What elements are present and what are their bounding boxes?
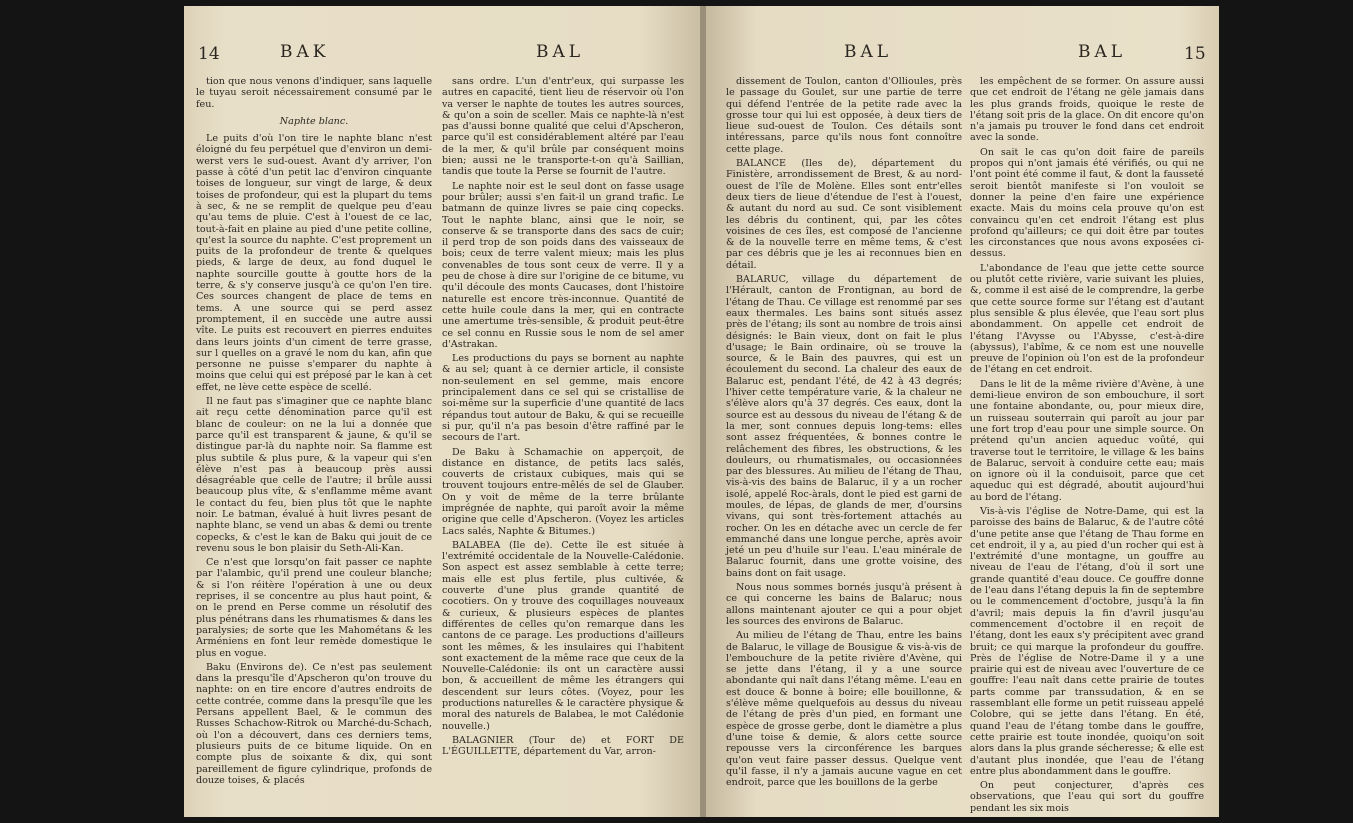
running-head: BAL xyxy=(1078,42,1127,62)
paragraph: BALABEA (Ile de). Cette île est située à l'extrémité occidentale de la Nouvelle-Calédonie. Son aspect est assez semblable à cette terre; mais elle est plus fertile, plus cultivée, & couverte d'une plus grande quantité de cocotiers. On y trouve des coquillages nouveaux & curieux, & plusieurs espèces de plantes différentes de celles qu'on remarque dans les cantons de ce parage. Les productions d'ailleurs sont les mêmes, & les insulaires qui l'habitent sont exactement de la même race que ceux de la Nouvelle-Calédonie: ils ont un caractère aussi bon, & accueillent de même les étrangers qui descendent sur leurs côtes. (Voyez, pour les productions naturelles & le caractère physique & moral des naturels de Balabea, le mot Calédonie nouvelle.) xyxy=(442,539,684,732)
text-column xyxy=(196,76,432,806)
paragraph: dissement de Toulon, canton d'Ollioules, près le passage du Goulet, sur une partie de terre qui défend l'entrée de la petite rade avec la grosse tour qui lui est opposée, à deux tiers de lieue sud-ouest de Toulon. Ces détails sont intéressans, parce qu'ils nous font connoître cette plage. xyxy=(726,76,962,155)
page-number: 15 xyxy=(1184,44,1206,64)
paragraph: Il ne faut pas s'imaginer que ce naphte blanc ait reçu cette dénomination parce qu'il est blanc de couleur: on ne la lui a donnée que parce qu'il est transparent & jaune, & qu'il se distingue par-là du naphte noir. Sa flamme est plus subtile & plus pure, & la vapeur qui s'en élève n'est pas à beaucoup près aussi désagréable que celle de l'autre; il brûle aussi beaucoup plus vîte, & s'enflamme même avant le contact du feu, bien plus tôt que le naphte noir. Le batman, évalué à huit livres pesant de naphte blanc, se vend un abas & demi ou trente copecks, & c'est le kan de Baku qui jouit de ce revenu sous le bon plaisir du Seth-Ali-Kan. xyxy=(196,396,432,554)
text-column xyxy=(970,76,1204,814)
right-page xyxy=(706,6,1219,817)
paragraph: sans ordre. L'un d'entr'eux, qui surpasse les autres en capacité, tient lieu de réservoir où l'on va verser le naphte de toutes les autres sources, & qu'on a soin de sceller. Mais ce naphte-là n'est pas d'aussi bonne qualité que celui d'Apscheron, parce qu'il est considérablement altéré par l'eau de la mer, & qu'il brûle par conséquent moins bien; aussi ne le transporte-t-on qu'à Saillian, tandis que toute la Perse se fournit de l'autre. xyxy=(442,76,684,178)
paragraph: BALAGNIER (Tour de) et FORT DE L'ÉGUILLETTE, département du Var, arron- xyxy=(442,734,684,758)
page-number: 14 xyxy=(198,44,220,64)
paragraph: Les productions du pays se bornent au naphte & au sel; quant à ce dernier article, il consiste non-seulement en sel gemme, mais encore principalement dans ce sel qui se cristallise de soi-même sur la superficie d'une quantité de lacs répandus tout autour de Baku, & qui se recueille si pur, qu'il n'a pas besoin d'être raffiné par le secours de l'art. xyxy=(442,353,684,444)
paragraph: Au milieu de l'étang de Thau, entre les bains de Balaruc, le village de Bousigue & vis-à-vis de l'embouchure de la petite rivière d'Avène, qui se jette dans l'étang, il y a une source abondante qui naît dans l'étang même. L'eau en est douce & bonne à boire; elle bouillonne, & s'élève même quelquefois au dessus du niveau de l'étang de près d'un pied, en formant une espèce de grosse gerbe, dont le diamètre a plus d'une toise & demie, & alors cette source repousse vers la circonférence les barques qu'on veut faire passer dessus. Quelque vent qu'il fasse, il n'y a jamais aucune vague en cet endroit, parce que les bouillons de la gerbe xyxy=(726,630,962,789)
paragraph: BALARUC, village du département de l'Hérault, canton de Frontignan, au bord de l'étang de Thau. Ce village est renommé par ses eaux thermales. Les bains sont situés assez près de l'étang; ils sont au nombre de trois ainsi désignés: le Bain vieux, dont on fait le plus d'usage; le Bain ordinaire, où se trouve la source, & le Bain des pauvres, qui est un écoulement du second. La chaleur des eaux de Balaruc est, pendant l'été, de 42 à 43 degrés; l'hiver cette température varie, & la chaleur ne s'élève alors qu'à 37 degrés. Ces eaux, dont la source est au dessous du niveau de l'étang & de la mer, sont connues depuis long-tems: elles sont assez fréquentées, & bonnes contre le relâchement des fibres, les obstructions, & les douleurs, ou rhumatismales, ou occasionnées par des blessures. Au milieu de l'étang de Thau, vis-à-vis des bains de Balaruc, il y a un rocher isolé, appelé Roc-àrals, dont le pied est garni de moules, de lépas, de glands de mer, d'oursins vivans, qui sont très-fortement attachés au rocher. On les en détache avec un cercle de fer emmanché dans une longue perche, après avoir jeté un peu d'huile sur l'eau. L'eau minérale de Balaruc fournit, dans une grotte voisine, des bains dont on fait usage. xyxy=(726,274,962,579)
paragraph: BALANCE (Iles de), département du Finistère, arrondissement de Brest, & au nord-ouest de l'île de Molène. Elles sont entr'elles deux tiers de lieue d'étendue de l'est à l'ouest, & autant du nord au sud. Ce sont visiblement les débris du continent, qui, par les côtes voisines de ces îles, est composé de l'ancienne & de la nouvelle terre en même tems, & c'est par ces débris que je les ai reconnues bien en détail. xyxy=(726,158,962,271)
paragraph: Baku (Environs de). Ce n'est pas seulement dans la presqu'île d'Apscheron qu'on trouve du naphte: on en tire encore d'autres endroits de cette contrée, comme dans la presqu'île que les Persans appellent Bael, & le commun des Russes Schachow-Ritrok ou Marché-du-Schach, où l'on a découvert, dans ces derniers tems, plusieurs puits de ce bitume liquide. On en compte plus de soixante & dix, qui sont pareillement de figure cylindrique, profonds de douze toises, & placés xyxy=(196,661,432,786)
running-head: BAL xyxy=(844,42,893,62)
paragraph: On sait le cas qu'on doit faire de pareils propos qui n'ont jamais été vérifiés, ou qui ne l'ont point été comme il faut, & dont la fausseté seroit bientôt manifeste si l'on vouloit se donner la peine d'en faire une expérience exacte. Mais du moins cela prouve qu'on est convaincu qu'en cet endroit l'étang est plus profond qu'ailleurs; ce qui doit être par toutes les circonstances que nous avons exposées ci-dessus. xyxy=(970,146,1204,260)
paragraph: De Baku à Schamachie on apperçoit, de distance en distance, de petits lacs salés, couverts de cristaux cubiques, mais qui se trouvent toujours entre-mêlés de sel de Glauber. On y voit de même de la terre brûlante imprégnée de naphte, qui paroît avoir la même origine que celle d'Apscheron. (Voyez les articles Lacs salés, Naphte & Bitumes.) xyxy=(442,446,684,537)
paragraph: Le naphte noir est le seul dont on fasse usage pour brûler; aussi s'en fait-il un grand trafic. Le batmann de quinze livres se paie cinq copecks. Tout le naphte blanc, ainsi que le noir, se conserve & se transporte dans des sacs de cuir; il perd trop de son poids dans des vaisseaux de bois; ceux de terre valent mieux; mais les plus convenables de tous sont ceux de verre. Il y a peu de chose à dire sur l'origine de ce bitume, vu qu'il découle des monts Caucases, dont l'histoire naturelle est encore très-inconnue. Quantité de cette huile coule dans la mer, qui en contracte une amertume très-sensible, & produit peut-être ce sel connu en Russie sous le nom de sel amer d'Astrakan. xyxy=(442,180,684,350)
paragraph: L'abondance de l'eau que jette cette source ou plutôt cette rivière, varie suivant les pluies, &, comme il est aisé de le comprendre, la gerbe que cette source forme sur l'étang est d'autant plus sensible & plus élevée, que l'eau sort plus abondamment. On appelle cet endroit de l'étang l'Avysse ou l'Abysse, c'est-à-dire (abyssus), l'abîme, & ce nom est une nouvelle preuve de l'opinion où l'on est de la profondeur de l'étang en cet endroit. xyxy=(970,262,1204,376)
left-page xyxy=(184,6,702,817)
paragraph: Le puits d'où l'on tire le naphte blanc n'est éloigné du feu perpétuel que d'environ un demi-werst vers le sud-ouest. Avant d'y arriver, l'on passe à côté d'un petit lac d'environ cinquante toises de longueur, sur vingt de large, & deux toises de profondeur, qui est la plupart du tems à sec, & ne se remplit de quelque peu d'eau qu'au tems de pluie. C'est à l'ouest de ce lac, tout-à-fait en plaine au pied d'une petite colline, qu'est la source du naphte. C'est proprement un puits de la profondeur de trente & quelques pieds, & large de deux, au fond duquel le naphte sourcille goutte à goutte hors de la terre, & s'y conserve jusqu'à ce qu'on l'en tire. Ces sources changent de place de tems en tems. A une source qui se perd assez promptement, il en succède une autre aussi vîte. Le puits est recouvert en pierres enduites dans leurs joints d'un ciment de terre grasse, sur l quelles on a gravé le nom du kan, afin que personne ne puisse s'emparer du naphte à moins que celui qui est préposé par le kan à cet effet, ne lève cette espèce de scellé. xyxy=(196,133,432,393)
paragraph: On peut conjecturer, d'après ces observations, que l'eau qui sort du gouffre pendant les six mois xyxy=(970,780,1204,814)
paragraph: Ce n'est que lorsqu'on fait passer ce naphte par l'alambic, qu'il prend une couleur blanche; & si l'on réitère l'opération à une ou deux reprises, il se concentre au plus haut point, & on le prend en Perse comme un résolutif des plus pénétrans dans les rhumatismes & dans les paralysies; de sorte que les Mahométans & les Arméniens en font leur remède domestique le plus en vogue. xyxy=(196,557,432,659)
running-head: BAK xyxy=(280,42,330,62)
text-column xyxy=(726,76,962,806)
paragraph: tion que nous venons d'indiquer, sans laquelle le tuyau seroit nécessairement consumé par le feu. xyxy=(196,76,432,110)
paragraph: Dans le lit de la même rivière d'Avène, à une demi-lieue environ de son embouchure, il sort une fontaine abondante, ou, pour mieux dire, un ruisseau souterrain qui paroît au jour par une fort trop d'eau pour une simple source. On prétend qu'un ancien aqueduc voûté, qui traverse tout le territoire, le village & les bains de Balaruc, servoit à conduire cette eau; mais on ignore où il la conduisoit, parce que cet aqueduc qui est dégradé, aboutit aujourd'hui au bord de l'étang. xyxy=(970,378,1204,503)
paragraph: Nous nous sommes bornés jusqu'à présent à ce qui concerne les bains de Balaruc; nous allons maintenant ajouter ce qui a pour objet les sources des environs de Balaruc. xyxy=(726,582,962,627)
section-heading: Naphte blanc. xyxy=(279,115,349,127)
paragraph: Vis-à-vis l'église de Notre-Dame, qui est la paroisse des bains de Balaruc, & de l'autre côté d'une petite anse que l'étang de Thau forme en cet endroit, il y a, au pied d'un rocher qui est à l'extrémité d'une montagne, un gouffre au niveau de l'eau de l'étang, d'où il sort une grande quantité d'eau douce. Ce gouffre donne de l'eau dans l'étang depuis la fin de septembre ou le commencement d'octobre, jusqu'à la fin d'avril; mais depuis la fin d'avril jusqu'au commencement d'octobre il en reçoit de l'étang, dont les eaux s'y précipitent avec grand bruit; ce qui marque la profondeur du gouffre. Près de l'église de Notre-Dame il y a une prairie qui est de niveau avec l'ouverture de ce gouffre: l'eau naît dans cette prairie de toutes parts comme par transsudation, & en se rassemblant elle forme un petit ruisseau appelé Colobre, qui se jette dans l'étang. En été, quand l'eau de l'étang tombe dans le gouffre, cette prairie est toute inondée, quoiqu'on soit alors dans la plus grande sécheresse; & elle est d'autant plus inondée, que l'eau de l'étang entre plus abondamment dans le gouffre. xyxy=(970,505,1204,777)
running-head: BAL xyxy=(536,42,585,62)
text-column xyxy=(442,76,684,806)
paragraph: les empêchent de se former. On assure aussi que cet endroit de l'étang ne gèle jamais dans les plus grands froids, quoique le reste de l'étang soit pris de la glace. On dit encore qu'on n'a jamais pu trouver le fond dans cet endroit avec la sonde. xyxy=(970,76,1204,144)
